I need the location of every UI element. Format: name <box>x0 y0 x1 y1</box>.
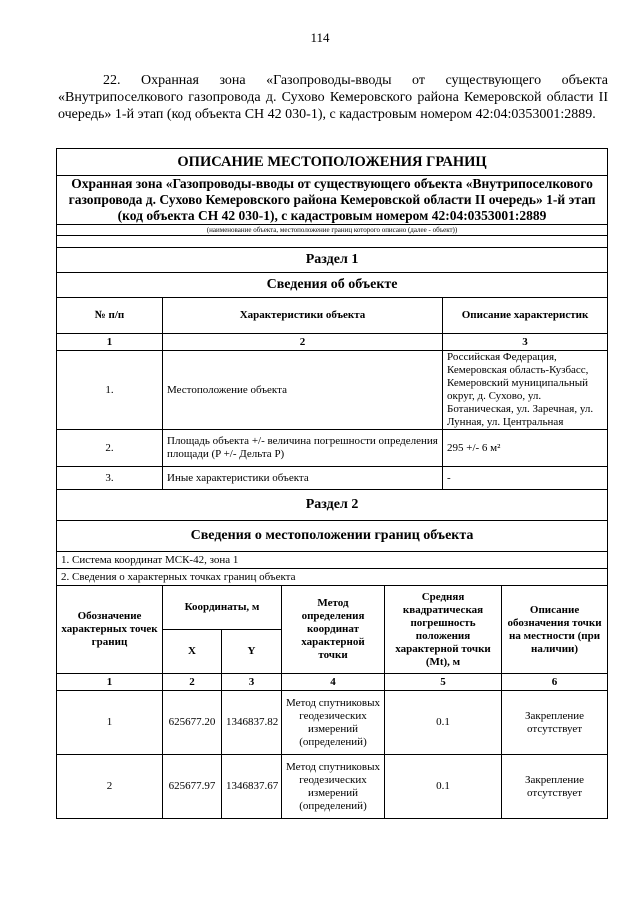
characteristic-value: - <box>443 467 608 490</box>
column-number: 3 <box>443 334 608 351</box>
section2-subtitle: Сведения о местоположении границ объекта <box>57 521 608 552</box>
point-id: 2 <box>57 755 163 819</box>
characteristic-name: Иные характеристики объекта <box>163 467 443 490</box>
column-number: 1 <box>57 674 163 691</box>
row-number: 2. <box>57 430 163 467</box>
column-number: 3 <box>222 674 282 691</box>
header-characteristic: Характеристики объекта <box>163 298 443 334</box>
header-x: X <box>163 630 222 674</box>
point-accuracy: 0.1 <box>385 755 502 819</box>
table-row <box>57 467 608 490</box>
header-description: Описание характеристик <box>443 298 608 334</box>
point-x: 625677.20 <box>163 691 222 755</box>
main-title: ОПИСАНИЕ МЕСТОПОЛОЖЕНИЯ ГРАНИЦ <box>57 149 608 176</box>
point-method: Метод спутниковых геодезических измерений (определений) <box>282 691 385 755</box>
spacer-row <box>57 236 608 248</box>
point-id: 1 <box>57 691 163 755</box>
characteristic-name: Площадь объекта +/- величина погрешности определения площади (P +/- Дельта P) <box>163 430 443 467</box>
object-name: Охранная зона «Газопроводы-вводы от существующего объекта «Внутрипоселкового газопровода д. Сухово Кемеровского района Кемеровской области II очередь» 1-й этап (код объекта СН 42 030-1), с кадастровым номером 42:04:0353001:2889 <box>57 176 608 225</box>
column-number: 6 <box>502 674 608 691</box>
point-method: Метод спутниковых геодезических измерений (определений) <box>282 755 385 819</box>
header-method: Метод определения координат характерной точки <box>282 586 385 674</box>
column-number: 2 <box>163 674 222 691</box>
header-point-designation: Обозначение характерных точек границ <box>57 586 163 674</box>
characteristic-value: Российская Федерация, Кемеровская область-Кузбасс, Кемеровский муниципальный округ, д. Сухово, ул. Ботаническая, ул. Заречная, ул. Лунная, ул. Центральная <box>443 351 608 430</box>
section1-title: Раздел 1 <box>57 248 608 273</box>
header-accuracy: Средняя квадратическая погрешность положения характерной точки (Mt), м <box>385 586 502 674</box>
object-caption: (наименование объекта, местоположение границ которого описано (далее - объект)) <box>57 225 608 236</box>
points-title: 2. Сведения о характерных точках границ объекта <box>57 569 608 586</box>
point-description: Закрепление отсутствует <box>502 691 608 755</box>
intro-paragraph: 22. Охранная зона «Газопроводы-вводы от существующего объекта «Внутрипоселкового газопровода д. Сухово Кемеровского района Кемеровской области II очередь» 1-й этап (код объекта СН 42 030-1), с кадастровым номером 42:04:0353001:2889. <box>58 73 608 122</box>
table-row <box>57 351 608 430</box>
characteristic-name: Местоположение объекта <box>163 351 443 430</box>
table-row <box>57 755 608 819</box>
header-point-description: Описание обозначения точки на местности (при наличии) <box>502 586 608 674</box>
characteristic-value: 295 +/- 6 м² <box>443 430 608 467</box>
coordinate-system: 1. Система координат МСК-42, зона 1 <box>57 552 608 569</box>
point-x: 625677.97 <box>163 755 222 819</box>
column-number: 4 <box>282 674 385 691</box>
row-number: 3. <box>57 467 163 490</box>
point-accuracy: 0.1 <box>385 691 502 755</box>
row-number: 1. <box>57 351 163 430</box>
table-row <box>57 691 608 755</box>
point-y: 1346837.67 <box>222 755 282 819</box>
point-y: 1346837.82 <box>222 691 282 755</box>
point-description: Закрепление отсутствует <box>502 755 608 819</box>
column-number: 2 <box>163 334 443 351</box>
column-number: 1 <box>57 334 163 351</box>
column-number: 5 <box>385 674 502 691</box>
section1-subtitle: Сведения об объекте <box>57 273 608 298</box>
page-number: 114 <box>310 30 330 45</box>
table-row <box>57 430 608 467</box>
section2-title: Раздел 2 <box>57 490 608 521</box>
header-y: Y <box>222 630 282 674</box>
header-row-number: № п/п <box>57 298 163 334</box>
header-coordinates: Координаты, м <box>163 586 282 630</box>
boundary-description-table <box>56 148 608 819</box>
